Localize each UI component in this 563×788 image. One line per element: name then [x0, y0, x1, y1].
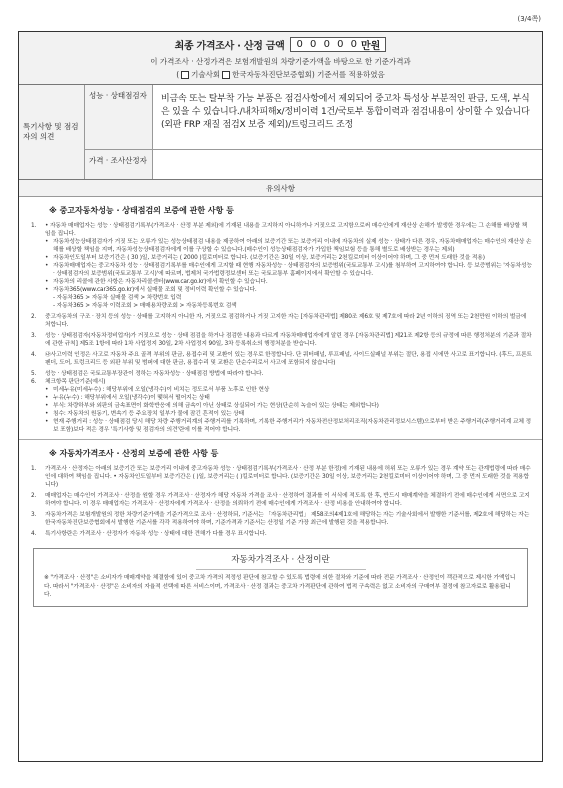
opinion-text-appraiser: [153, 150, 542, 179]
dash-line: - 자동차365 > 자동차 실매물 검색 > 차량번호 입력: [53, 295, 182, 301]
dash-line: - 자동차365 > 자동차 이력조회 > 매매용차량조회 > 자동차등록번호 검색: [53, 303, 237, 309]
price-note-line2: [19, 69, 542, 80]
bullet-text: 미세누유(미세누수) : 해당부위에 오일(냉각수)이 비치는 정도로서 부품 노후로 인한 현상: [53, 387, 270, 393]
option-engineers-association: 기술사회: [191, 70, 221, 79]
opinion-table: [19, 85, 542, 180]
page-number: (3/4쪽): [517, 15, 541, 23]
list-item: • 침수: 자동차의 원동기, 변속기 등 주요장치 일부가 물에 잠긴 흔적이 있는 상태: [31, 410, 532, 418]
item-number: 3.: [31, 333, 37, 339]
list-item: • 미세누유(미세누수) : 해당부위에 오일(냉각수)이 비치는 정도로서 부품 노후로 인한 현상: [31, 386, 532, 394]
definition-text: ※ "가격조사 · 산정"은 소비자가 매매계약을 체결함에 있어 중고차 가격의 적정성 판단에 참고할 수 있도록 법령에 의한 절차와 기준에 따라 전문 가격조사 · 산정인이 객관적으로 제시한 가액입니다. 따라서 "가격조사 · 산정"은 소비자의 자율적 선택에 따른 서비스이며, 가격조사 · 산정 결과는 중고차 가격판단에 관하여 법적 구속력은 없고 소비자의 구매여부 결정에 참고자료로 활용됩니다.: [44, 575, 516, 598]
section1-title: ※ 중고자동차성능 · 상태점검의 보증에 관한 사항 등: [49, 206, 234, 215]
list-item: [31, 351, 532, 367]
item-text: 성능 · 상태점검은 국토교통부장관이 정하는 자동차성능 · 상태점검 방법에 따라야 합니다.: [45, 371, 264, 377]
price-note-open-paren: (: [176, 70, 180, 79]
list-item: [31, 530, 532, 538]
price-section: [19, 32, 542, 85]
list-item: • 자동차인도일부터 보증기간은 ( 30 )일, 보증거리는 ( 2000 )킬로미터로 합니다. (보증기간은 30일 이상, 보증거리는 2천킬로미터 이상이어야 하며, 그 중 먼저 도래한 것을 적용): [31, 254, 532, 262]
price-amount: 0 0 0 0 0: [296, 39, 360, 50]
opinion-row-inspector: [85, 85, 542, 150]
item-text: 성능 · 상태점검자(자동차정비업자)가 거짓으로 성능 · 상태 점검을 하거나 점검한 내용과 다르게 자동차매매업자에게 알린 경우 [자동차관리법] 제21조 제2항 등의 규정에 따른 행정처분의 기준과 절차에 관한 규칙] 제5조 1항에 따라 1차 사업정지 30일, 2차 사업정지 90일, 3차 등록취소의 행정처분을 받습니다.: [45, 333, 532, 347]
list-item: [31, 465, 532, 489]
list-item: [31, 370, 532, 378]
item-number: 2.: [31, 314, 37, 320]
list-item: • 자동차성능상태점검자가 거짓 또는 오류가 있는 성능상태점검 내용을 제공하여 아래의 보증기간 또는 보증거리 이내에 자동차의 실제 성능 · 상태가 다른 경우, 자동차매매업자는 매수인의 재산상 손해를 배상할 책임을 지며, 자동차성능상태점검자에게 이를 구상할 수 있습니다.(매수인이 성능상태점검자가 가입한 책임보험 등을 통해 별도로 배상받는 경우는 제외): [45, 239, 532, 253]
item-number: 2.: [31, 493, 37, 499]
price-title: 최종 가격조사 · 산정 금액: [174, 41, 285, 52]
bullet-text: 자동차365(www.car365.go.kr)에서 실매물 조회 및 정비이력 확인할 수 있습니다.: [53, 287, 257, 293]
notice-header: 유의사항: [19, 180, 542, 197]
section1-content: [19, 222, 542, 434]
item-text: 특기사항란은 가격조사 · 산정자가 자동차 성능 · 상태에 대한 견해가 다를 경우 표시합니다.: [45, 531, 267, 537]
bullet-text: 현재 주행거리 : 성능 · 상태점검 당시 해당 차량 주행거리계의 주행거리를 기록하며, 기록한 주행거리가 자동차전산정보처리조직(자동차관리정보시스템)으로부터 받은 주행거리(주행거리계 교체 정보 포함)보다 적은 경우 '특기사항 및 점검자의 의견'란에 이를 적어야 합니다.: [53, 419, 531, 433]
bullet-text: 자동차매매업자는 중고자동차 성능 · 상태점검기록부를 매수인에게 고지할 때 현행 자동차성능 · 상태점검자의 보증범위(국토교통부 고시)를 첨부하여 고지하여야 합니다. 등 보증범위는 '자동차성능 · 상태점검자의 보증범위(국토교통부 고시)'에 따르며, 법제처 국가법령정보센터 또는 국토교통부 홈페이지에서 확인할 수 있습니다.: [53, 263, 532, 277]
opinion-header: 특기사항 및 점검자의 의견: [19, 85, 85, 179]
item-number: 6.: [31, 379, 37, 385]
bullet-text: 침수: 자동차의 원동기, 변속기 등 주요장치 일부가 물에 잠긴 흔적이 있는 상태: [53, 411, 245, 417]
definition-box: [33, 548, 528, 607]
checkbox-icon[interactable]: [181, 71, 189, 79]
list-item: [31, 332, 532, 348]
bullet-text: 자동차인도일부터 보증기간은 ( 30 )일, 보증거리는 ( 2000 )킬로미터로 합니다. (보증기간은 30일 이상, 보증거리는 2천킬로미터 이상이어야 하며, 그 중 먼저 도래한 것을 적용): [53, 255, 485, 261]
section2-title: ※ 자동차가격조사 · 산정의 보증에 관한 사항 등: [49, 449, 219, 458]
item-text: 자동차가격은 보험개발원의 정한 차량기준가액을 기준가격으로 조사 · 산정하되, 기준서는 「자동차관리법」 제58조의4제1호에 해당하는 자는 기술사회에서 발행한 기준서를, 제2호에 해당하는 자는 한국자동차진단보증협회에서 발행한 기준서를 각각 적용하여야 하며, 기준가격과 기준서는 산정일 기준 가장 최근에 발행된 것을 적용합니다.: [45, 512, 530, 526]
list-item: • 자동차의 리콜에 관한 사항은 자동차리콜센터(www.car.go.kr)에서 확인할 수 있습니다.: [31, 278, 532, 286]
list-item: • 자동차매매업자는 중고자동차 성능 · 상태점검기록부를 매수인에게 고지할 때 현행 자동차성능 · 상태점검자의 보증범위(국토교통부 고시)를 첨부하여 고지하여야 합니다. 등 보증범위는 '자동차성능 · 상태점검자의 보증범위(국토교통부 고시)'에 따르며, 법제처 국가법령정보센터 또는 국토교통부 홈페이지에서 확인할 수 있습니다.: [45, 263, 532, 277]
list-item: [31, 313, 532, 329]
item-number: 3.: [31, 512, 37, 518]
opinion-label-appraiser: 가격 · 조사산정자: [85, 150, 153, 179]
list-item: • 자동차365(www.car365.go.kr)에서 실매물 조회 및 정비이력 확인할 수 있습니다.: [31, 286, 532, 294]
opinion-row-appraiser: [85, 150, 542, 179]
checkbox-icon[interactable]: [222, 71, 230, 79]
list-item: [31, 492, 532, 508]
item-number: 5.: [31, 371, 37, 377]
price-note-line1: 이 가격조사 · 산정가격은 보험개발원의 차량기준가액을 바탕으로 한 기준가격과: [150, 57, 411, 66]
bullet-text: 자동차의 리콜에 관한 사항은 자동차리콜센터(www.car.go.kr)에서 확인할 수 있습니다.: [53, 279, 268, 285]
price-unit: 만원: [361, 41, 381, 52]
item-number: 1.: [31, 466, 37, 472]
bullet-text: 부식: 차량하부와 외판의 금속표면이 화학반응에 의해 금속이 아닌 상태로 상실되어 가는 현상(단순히 녹슬어 있는 상태는 제외합니다): [53, 403, 379, 409]
definition-title: 자동차가격조사 · 산정이란: [196, 549, 366, 570]
list-item: [31, 378, 532, 386]
opinion-text-inspector: 비금속 또는 탈부착 가능 부품은 점검사항에서 제외되어 중고차 특성상 부분적인 판금, 도색, 부식은 있을 수 있습니다./내차피해x/정비이력 1건/국토부 통합이력과 점검내용이 상이할 수 있습니다(외판 FRP 재질 점검X 보증 제외)/트렁크리드 조정: [161, 94, 530, 130]
list-item: [31, 511, 532, 527]
price-amount-box[interactable]: [290, 37, 386, 52]
item-text: 체크항목 판단기준(예시): [45, 379, 106, 385]
item-number: 1.: [31, 223, 37, 229]
opinion-label-inspector: 성능 · 상태점검자: [85, 85, 153, 149]
list-item: • 누유(누수) : 해당부위에서 오일(냉각수)이 맺혀서 떨어지는 상태: [31, 394, 532, 402]
option-diagnosis-association: 한국자동차진단보증협회) 기준서를 적용하였음: [232, 70, 385, 79]
item-text: 중고자동차의 구조 · 장치 등의 성능 · 상태를 고지하지 아니한 자, 거짓으로 점검하거나 거짓 고지한 자는 [자동차관리법] 제80조 제6호 및 제7호에 따라 2년 이하의 징역 또는 2천만원 이하의 벌금에 처합니다.: [45, 314, 527, 328]
item-text: ㉯사고이력 인정은 사고로 자동차 주요 골격 부위의 판금, 용접수리 및 교환이 있는 경우로 한정합니다. 단 쿼터패널, 루프패널, 사이드실패널 부위는 절단, 용접 시에만 사고로 표기합니다. (후드, 프론트펜더, 도어, 트렁크리드 등 외판 부위 및 범퍼에 대한 판금, 용접수리 및 교환은 단순수리로서 사고에 포함되지 않습니다): [45, 352, 533, 366]
list-item: [31, 222, 532, 238]
bullet-text: 자동차성능상태점검자가 거짓 또는 오류가 있는 성능상태점검 내용을 제공하여 아래의 보증기간 또는 보증거리 이내에 자동차의 실제 성능 · 상태가 다른 경우, 자동차매매업자는 매수인의 재산상 손해를 배상할 책임을 지며, 자동차성능상태점검자에게 이를 구상할 수 있습니다.(매수인이 성능상태점검자가 가입한 책임보험 등을 통해 별도로 배상받는 경우는 제외): [53, 239, 532, 253]
list-item: • 부식: 차량하부와 외판의 금속표면이 화학반응에 의해 금속이 아닌 상태로 상실되어 가는 현상(단순히 녹슬어 있는 상태는 제외합니다): [31, 402, 532, 410]
form-frame: [18, 31, 543, 762]
section2-content: [19, 465, 542, 538]
list-item: • 현재 주행거리 : 성능 · 상태점검 당시 해당 차량 주행거리계의 주행거리를 기록하며, 기록한 주행거리가 자동차전산정보처리조직(자동차관리정보시스템)으로부터 받은 주행거리(주행거리계 교체 정보 포함)보다 적은 경우 '특기사항 및 점검자의 의견'란에 이를 적어야 합니다.: [45, 419, 531, 433]
item-number: 4.: [31, 352, 37, 358]
item-text: 매매업자는 매수인이 가격조사 · 산정을 원할 경우 가격조사 · 산정자가 해당 자동차 가격을 조사 · 산정하여 결과를 이 서식에 적도록 한 후, 반드시 매매계약을 체결하기 전에 매수인에게 서면으로 고지하여야 합니다. 이 경우 매매업자는 가격조사 · 산정자에게 가격조사 · 산정을 의뢰하기 전에 매수인에게 가격조사 · 산정 비용을 안내하여야 합니다.: [45, 493, 530, 507]
bullet-text: 누유(누수) : 해당부위에서 오일(냉각수)이 맺혀서 떨어지는 상태: [53, 395, 210, 401]
item-text: • 자동차 매매업자는 성능 · 상태점검기록부(가격조사 · 산정 부분 제외)에 기재된 내용을 고지하지 아니하거나 거짓으로 고지함으로써 매수인에게 재산상 손해가 발생한 경우에는 그 손해를 배상할 책임을 집니다.: [45, 223, 528, 237]
item-number: 4.: [31, 531, 37, 537]
item-text: 가격조사 · 산정자는 아래의 보증기간 또는 보증거리 이내에 중고자동차 성능 · 상태점검기록부(가격조사 · 산정 부분 한정)에 기재된 내용에 허위 또는 오류가 있는 경우 계약 또는 관계법령에 따라 매수인에 대하여 책임을 집니다. • 자동차인도일부터 보증기간은 ( )일, 보증거리는 ( )킬로미터로 합니다. (보증기간은 30일 이상, 보증거리는 2천킬로미터 이상이어야 하며, 그 중 먼저 도래한 것을 적용합니다): [45, 466, 531, 488]
